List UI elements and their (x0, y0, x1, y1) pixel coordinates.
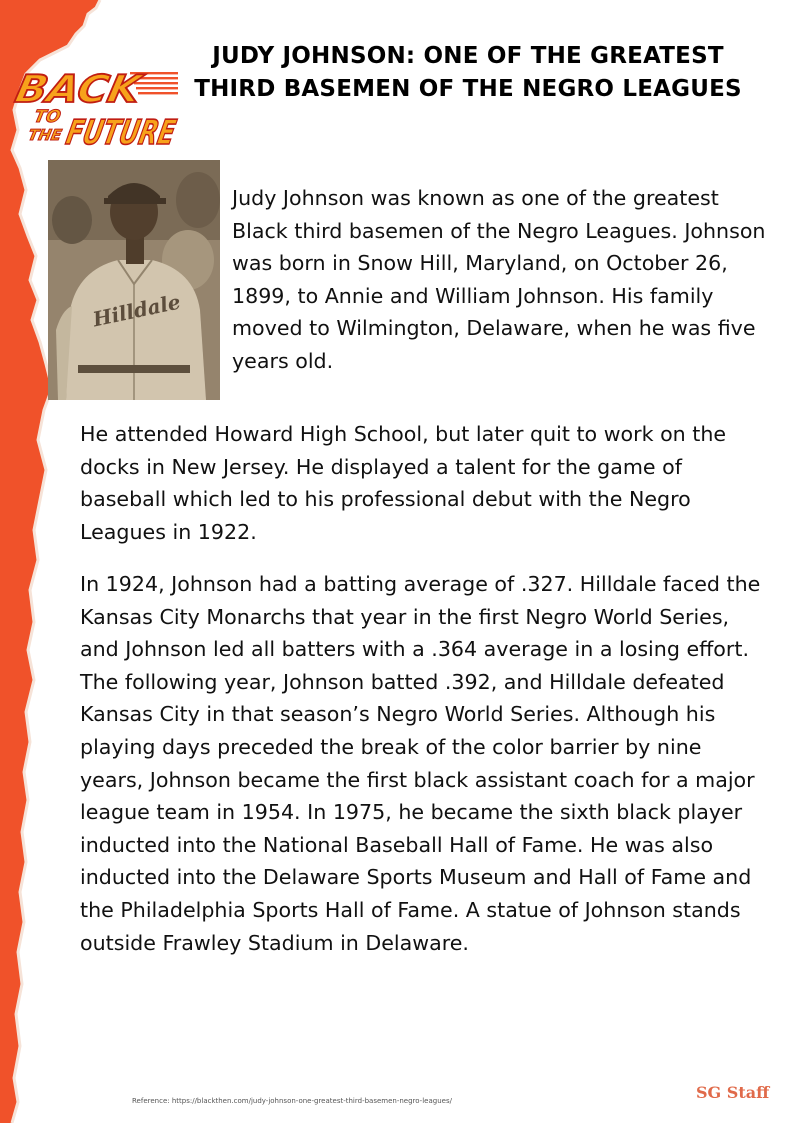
logo-to-text: TO (32, 107, 63, 127)
paragraph-early-career: He attended Howard High School, but later quit to work on the docks in New Jersey. He displayed a talent for the game of baseball which led to his professional debut with the Negro Leagues in 1922. (80, 422, 727, 544)
title-line-1: JUDY JOHNSON: ONE OF THE GREATEST (212, 43, 724, 69)
paragraph-intro: Judy Johnson was known as one of the greatest Black third basemen of the Negro Leagues. Johnson was born in Snow Hill, Maryland, on October 26, 1899, to Annie and William Johnson. His family moved to Wilmington, Delaware, when he was five years old. (232, 186, 766, 373)
title-line-2: THIRD BASEMEN OF THE NEGRO LEAGUES (194, 76, 742, 102)
logo-the-text: THE (26, 126, 64, 144)
page-title (188, 40, 748, 106)
staff-credit: SG Staff (696, 1083, 770, 1102)
reference-link[interactable]: Reference: https://blackthen.com/judy-johnson-one-greatest-third-basemen-negro-leagues/ (132, 1097, 452, 1105)
jersey-lettering: Hilldale (90, 289, 183, 332)
logo-future-text: FUTURE (62, 113, 223, 153)
paragraph-career-highlights: In 1924, Johnson had a batting average of .327. Hilldale faced the Kansas City Monarchs that year in the first Negro World Series, and Johnson led all batters with a .364 average in a losing effort. The following year, Johnson batted .392, and Hilldale defeated Kansas City in that season’s Negro World Series. Although his playing days preceded the break of the color barrier by nine years, Johnson became the first black assistant coach for a major league team in 1954. In 1975, he became the sixth black player inducted into the National Baseball Hall of Fame. He was also inducted into the Delaware Sports Museum and Hall of Fame and the Philadelphia Sports Hall of Fame. A statue of Johnson stands outside Frawley Stadium in Delaware. (80, 572, 761, 955)
player-photo (48, 160, 220, 400)
back-to-the-future-logo (4, 62, 223, 162)
logo-back-text: BACK (11, 67, 136, 112)
